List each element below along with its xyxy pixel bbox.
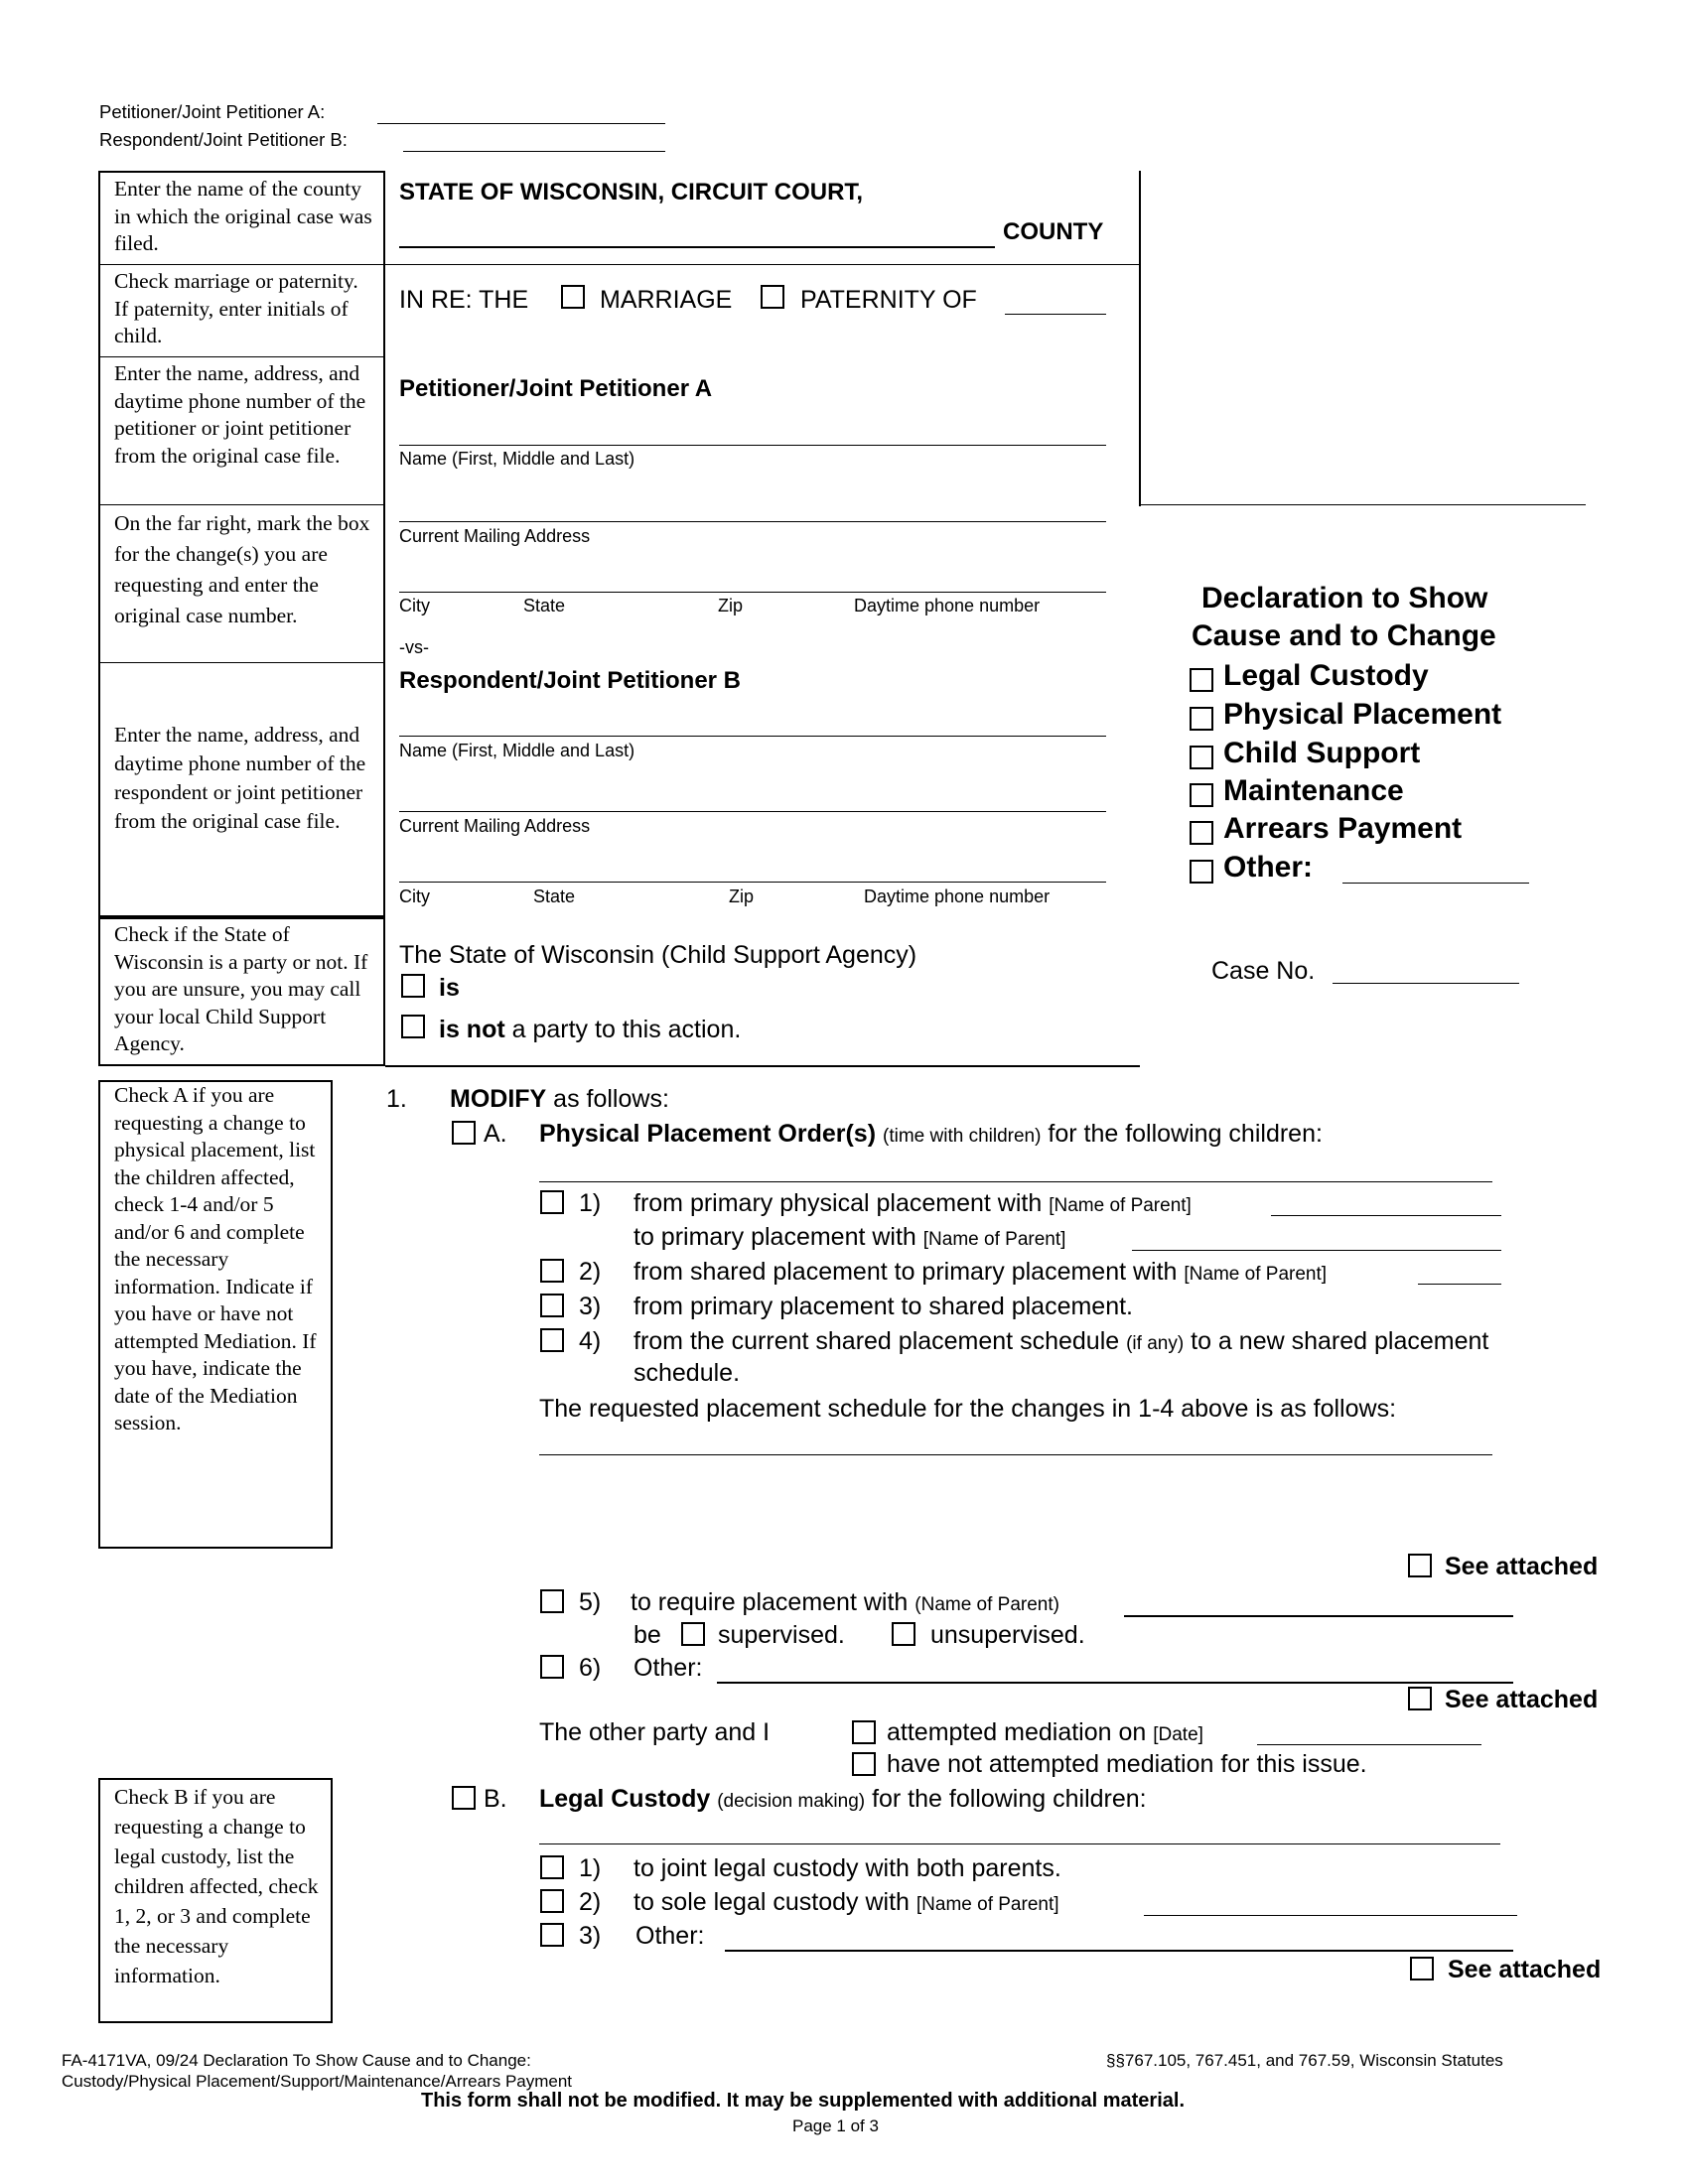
a2-parent-hint: [Name of Parent] — [1184, 1264, 1328, 1285]
a1-parent2-line[interactable] — [1132, 1250, 1501, 1251]
caption-box-bottom — [1139, 504, 1586, 505]
a4-text-c: schedule. — [633, 1359, 741, 1387]
a1-text-main: from primary physical placement with — [633, 1189, 1043, 1217]
case-no-line[interactable] — [1333, 983, 1519, 984]
a4-text-b: to a new shared placement — [1191, 1327, 1489, 1355]
a2-parent-line[interactable] — [1418, 1284, 1501, 1285]
county-name-line[interactable] — [399, 246, 995, 248]
petitioner-state-label: State — [523, 596, 566, 615]
b2-checkbox[interactable] — [540, 1889, 564, 1913]
b2-text-main: to sole legal custody with — [633, 1888, 910, 1916]
petitioner-zip-label: Zip — [718, 596, 744, 615]
attempted-mediation-checkbox[interactable] — [852, 1720, 876, 1744]
see-attached-2-checkbox[interactable] — [1408, 1687, 1432, 1710]
a2-number: 2) — [579, 1258, 602, 1286]
see-attached-3-label: See attached — [1448, 1956, 1602, 1983]
option-legal-custody: Legal Custody — [1223, 659, 1429, 692]
a6-number: 6) — [579, 1654, 602, 1682]
note-section-b: Check B if you are requesting a change to legal custody, list the children affected, check 1, 2, or 3 and complete the necessary information. — [114, 1785, 319, 1987]
a5-be-label: be — [633, 1621, 661, 1649]
paternity-label: PATERNITY OF — [800, 286, 977, 314]
a1-parent2-hint: [Name of Parent] — [922, 1229, 1066, 1250]
a2-text — [633, 1258, 1327, 1287]
petitioner-header-line[interactable] — [377, 123, 665, 124]
option-maintenance: Maintenance — [1223, 774, 1404, 807]
supervised-label: supervised. — [718, 1621, 845, 1649]
section-number: 1. — [386, 1085, 407, 1113]
a6-other-line[interactable] — [717, 1682, 1513, 1684]
paternity-initials-line[interactable] — [1005, 314, 1106, 315]
a1-parent-line[interactable] — [1271, 1215, 1501, 1216]
supervised-checkbox[interactable] — [681, 1622, 705, 1646]
see-attached-3-checkbox[interactable] — [1410, 1957, 1434, 1980]
b3-other-label: Other: — [635, 1922, 705, 1950]
b2-parent-line[interactable] — [1144, 1915, 1517, 1916]
declaration-title-line1: Declaration to Show — [1201, 582, 1488, 614]
caption-bottom-border — [385, 1065, 1140, 1067]
note-petitioner: Enter the name, address, and daytime phone number of the petitioner or joint petitioner from the original case file. — [114, 361, 366, 468]
a5-number: 5) — [579, 1588, 602, 1616]
caption-right-border — [1139, 171, 1141, 506]
marriage-checkbox[interactable] — [561, 285, 585, 309]
section-a-rest: for the following children: — [1048, 1120, 1323, 1148]
respondent-heading: Respondent/Joint Petitioner B — [399, 667, 742, 694]
a6-other-label: Other: — [633, 1654, 703, 1682]
b3-other-line[interactable] — [725, 1950, 1513, 1952]
respondent-address-line[interactable] — [399, 811, 1106, 812]
a4-paren: (if any) — [1126, 1333, 1185, 1354]
respondent-header-label: Respondent/Joint Petitioner B: — [99, 129, 348, 150]
a3-text: from primary placement to shared placement. — [633, 1293, 1133, 1320]
attempted-mediation-text — [887, 1718, 1203, 1747]
divider — [98, 662, 385, 663]
respondent-state-label: State — [533, 887, 576, 906]
requested-schedule-line[interactable] — [539, 1454, 1492, 1455]
petitioner-address-label: Current Mailing Address — [399, 526, 591, 546]
divider — [98, 504, 385, 505]
other-change-line[interactable] — [1342, 883, 1529, 884]
note-change: On the far right, mark the box for the change(s) you are requesting and enter the original case number. — [114, 511, 370, 627]
paternity-checkbox[interactable] — [761, 285, 784, 309]
see-attached-1-checkbox[interactable] — [1408, 1554, 1432, 1577]
a4-text — [633, 1327, 1488, 1356]
a3-number: 3) — [579, 1293, 602, 1320]
b1-number: 1) — [579, 1854, 602, 1882]
modify-label: MODIFY — [450, 1085, 547, 1113]
b2-number: 2) — [579, 1888, 602, 1916]
section-b-title: Legal Custody — [539, 1785, 711, 1813]
state-is-not-label: is not — [439, 1016, 505, 1043]
court-title: STATE OF WISCONSIN, CIRCUIT COURT, — [399, 179, 864, 205]
footer-page: Page 1 of 3 — [792, 2116, 879, 2135]
state-is-label: is — [439, 974, 460, 1002]
respondent-header-line[interactable] — [403, 151, 665, 152]
section-b-checkbox[interactable] — [452, 1786, 476, 1810]
petitioner-heading: Petitioner/Joint Petitioner A — [399, 375, 713, 402]
mediation-date-hint: [Date] — [1153, 1724, 1203, 1745]
attempted-mediation-label: attempted mediation on — [887, 1718, 1147, 1746]
marriage-label: MARRIAGE — [600, 286, 733, 314]
note-respondent: Enter the name, address, and daytime phone number of the respondent or joint petitioner from the original case file. — [114, 723, 366, 833]
state-is-not-line — [439, 1016, 741, 1044]
a1-checkbox[interactable] — [540, 1190, 564, 1214]
b3-number: 3) — [579, 1922, 602, 1950]
respondent-address-label: Current Mailing Address — [399, 816, 591, 836]
modify-heading — [450, 1085, 669, 1114]
a4-text-a: from the current shared placement schedule — [633, 1327, 1120, 1355]
a5-checkbox[interactable] — [540, 1589, 564, 1613]
agency-text: The State of Wisconsin (Child Support Agency) — [399, 941, 917, 969]
a5-text — [631, 1588, 1059, 1617]
versus-label: -vs- — [399, 637, 429, 657]
respondent-city-label: City — [399, 887, 430, 906]
section-a-title: Physical Placement Order(s) — [539, 1120, 877, 1148]
footer-notice: This form shall not be modified. It may be supplemented with additional material. — [421, 2090, 1185, 2112]
section-b-children-line[interactable] — [539, 1843, 1500, 1844]
divider — [98, 356, 385, 357]
see-attached-1-label: See attached — [1445, 1553, 1599, 1580]
b2-text — [633, 1888, 1059, 1917]
section-b-rest: for the following children: — [872, 1785, 1147, 1813]
legal-custody-checkbox[interactable] — [1190, 668, 1213, 692]
see-attached-2-label: See attached — [1445, 1686, 1599, 1713]
a1-number: 1) — [579, 1189, 602, 1217]
petitioner-city-label: City — [399, 596, 430, 615]
a1-text2 — [633, 1223, 1065, 1252]
a1-text2-main: to primary placement with — [633, 1223, 916, 1251]
divider — [98, 264, 385, 265]
state-is-checkbox[interactable] — [401, 974, 425, 998]
section-a-letter: A. — [484, 1120, 507, 1148]
physical-placement-checkbox[interactable] — [1190, 707, 1213, 731]
note-county: Enter the name of the county in which the original case was filed. — [114, 177, 372, 255]
footer-form-id: FA-4171VA, 09/24 Declaration To Show Cause and to Change: — [62, 2051, 531, 2070]
a5-parent-line[interactable] — [1124, 1615, 1513, 1617]
b1-text: to joint legal custody with both parents. — [633, 1854, 1061, 1882]
unsupervised-label: unsupervised. — [930, 1621, 1085, 1649]
respondent-phone-label: Daytime phone number — [864, 887, 1051, 906]
a4-checkbox[interactable] — [540, 1328, 564, 1352]
a1-text — [633, 1189, 1192, 1218]
option-child-support: Child Support — [1223, 737, 1421, 769]
option-arrears-payment: Arrears Payment — [1223, 812, 1463, 845]
a5-text-main: to require placement with — [631, 1588, 909, 1616]
mediation-intro: The other party and I — [539, 1718, 771, 1746]
petitioner-phone-label: Daytime phone number — [854, 596, 1041, 615]
mediation-date-line[interactable] — [1257, 1744, 1481, 1745]
a2-text-main: from shared placement to primary placement with — [633, 1258, 1178, 1286]
b3-checkbox[interactable] — [540, 1923, 564, 1947]
note-state-party: Check if the State of Wisconsin is a party or not. If you are unsure, you may call your local Child Support Agency. — [114, 922, 368, 1055]
respondent-city-line[interactable] — [399, 882, 1106, 883]
a2-checkbox[interactable] — [540, 1259, 564, 1283]
section-a-checkbox[interactable] — [452, 1121, 476, 1145]
a6-checkbox[interactable] — [540, 1655, 564, 1679]
petitioner-city-line[interactable] — [399, 592, 1106, 593]
footer-statutes: §§767.105, 767.451, and 767.59, Wisconsin Statutes — [1106, 2051, 1503, 2070]
a5-parent-hint: (Name of Parent) — [914, 1594, 1059, 1615]
petitioner-name-line[interactable] — [399, 445, 1106, 446]
petitioner-header-label: Petitioner/Joint Petitioner A: — [99, 101, 326, 122]
as-follows-label: as follows: — [553, 1085, 669, 1113]
in-re-label: IN RE: THE — [399, 286, 529, 314]
b2-parent-hint: [Name of Parent] — [915, 1894, 1059, 1915]
section-b-paren: (decision making) — [717, 1791, 866, 1812]
caption-divider — [385, 264, 1140, 265]
section-b-heading — [539, 1785, 1147, 1814]
a1-parent-hint: [Name of Parent] — [1049, 1195, 1192, 1216]
section-a-heading — [539, 1120, 1323, 1149]
maintenance-checkbox[interactable] — [1190, 783, 1213, 807]
not-attempted-checkbox[interactable] — [852, 1752, 876, 1776]
footer-form-line2: Custody/Physical Placement/Support/Maintenance/Arrears Payment — [62, 2072, 573, 2091]
county-label: COUNTY — [1003, 218, 1104, 245]
child-support-checkbox[interactable] — [1190, 746, 1213, 769]
a4-number: 4) — [579, 1327, 602, 1355]
note-section-a: Check A if you are requesting a change to physical placement, list the children affected, check 1-4 and/or 5 and/or 6 and complete the necessary information. Indicate if you have or have not attempted Mediation. If you have, indicate the date of the Mediation session. — [114, 1083, 317, 1434]
option-physical-placement: Physical Placement — [1223, 698, 1502, 731]
section-a-paren: (time with children) — [883, 1126, 1042, 1147]
arrears-payment-checkbox[interactable] — [1190, 821, 1213, 845]
respondent-name-line[interactable] — [399, 736, 1106, 737]
section-b-letter: B. — [484, 1785, 507, 1813]
party-text: a party to this action. — [511, 1016, 742, 1043]
petitioner-address-line[interactable] — [399, 521, 1106, 522]
declaration-title-line2: Cause and to Change — [1192, 619, 1496, 652]
petitioner-name-label: Name (First, Middle and Last) — [399, 449, 635, 469]
b1-checkbox[interactable] — [540, 1855, 564, 1879]
respondent-zip-label: Zip — [729, 887, 755, 906]
requested-schedule-text: The requested placement schedule for the changes in 1-4 above is as follows: — [539, 1395, 1397, 1423]
case-no-label: Case No. — [1211, 957, 1316, 985]
unsupervised-checkbox[interactable] — [892, 1622, 915, 1646]
respondent-name-label: Name (First, Middle and Last) — [399, 741, 635, 760]
note-marriage: Check marriage or paternity. If paternity, enter initials of child. — [114, 269, 358, 347]
not-attempted-label: have not attempted mediation for this issue. — [887, 1750, 1367, 1778]
other-change-checkbox[interactable] — [1190, 860, 1213, 884]
section-a-children-line[interactable] — [539, 1181, 1492, 1182]
a3-checkbox[interactable] — [540, 1294, 564, 1317]
option-other: Other: — [1223, 851, 1313, 884]
state-is-not-checkbox[interactable] — [401, 1015, 425, 1038]
